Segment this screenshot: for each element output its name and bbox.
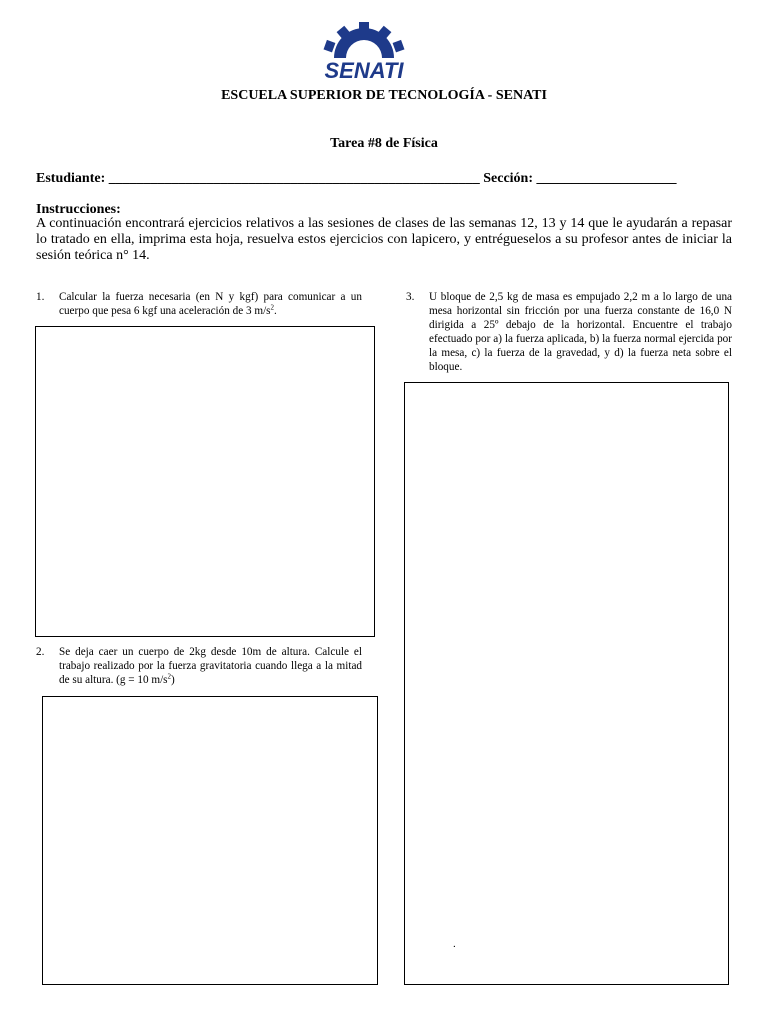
student-label: Estudiante: — [36, 171, 106, 186]
stray-mark: . — [453, 938, 456, 950]
question-number: 1. — [36, 291, 45, 303]
question-number: 3. — [406, 291, 415, 303]
instructions-text: A continuación encontrará ejercicios relativos a las sesiones de clases de las semanas 12, 13 y 14 que le ayudarán a repasar lo tratado en ella, imprima esta hoja, resuelva estos ejercicios con lapicero, y entrégueselos a su profesor antes de iniciar la sesión teórica n° 14. — [36, 216, 732, 263]
instructions-title: Instrucciones: — [36, 202, 121, 217]
answer-box-1[interactable] — [35, 326, 375, 637]
student-blank: _____________________________________________________ — [108, 171, 480, 186]
question-text: Calcular la fuerza necesaria (en N y kgf) para comunicar a un cuerpo que pesa 6 kgf una aceleración de 3 $m/s^2$. — [59, 291, 362, 317]
answer-box-3[interactable] — [404, 382, 729, 985]
section-label: Sección: — [483, 171, 533, 186]
question-number: 2. — [36, 646, 45, 658]
gear-icon — [312, 22, 416, 82]
question-text: U bloque de 2,5 kg de masa es empujado 2,2 m a lo largo de una mesa horizontal sin fricción por una fuerza constante de 16,0 N dirigida a 25º debajo de la horizontal. Encuentre el trabajo efectuado por a) la fuerza aplicada, b) la fuerza normal ejercida por la mesa, c) la fuerza de la gravedad, y d) la fuerza neta sobre el bloque. — [429, 291, 732, 373]
task-title: Tarea #8 de Física — [330, 136, 438, 151]
school-title: ESCUELA SUPERIOR DE TECNOLOGÍA - SENATI — [221, 88, 547, 103]
senati-logo — [312, 22, 416, 82]
question-2 — [36, 645, 362, 687]
question-text: Se deja caer un cuerpo de 2kg desde 10m de altura. Calcule el trabajo realizado por la fuerza gravitatoria cuando llega a la mitad de su altura. (g = 10 $m/s^2$) — [59, 646, 362, 686]
question-3 — [406, 290, 732, 374]
section-blank: ____________________ — [536, 171, 677, 186]
question-1 — [36, 290, 362, 318]
logo-text: SENATI — [324, 58, 404, 82]
student-line — [36, 171, 677, 187]
answer-box-2[interactable] — [42, 696, 378, 985]
